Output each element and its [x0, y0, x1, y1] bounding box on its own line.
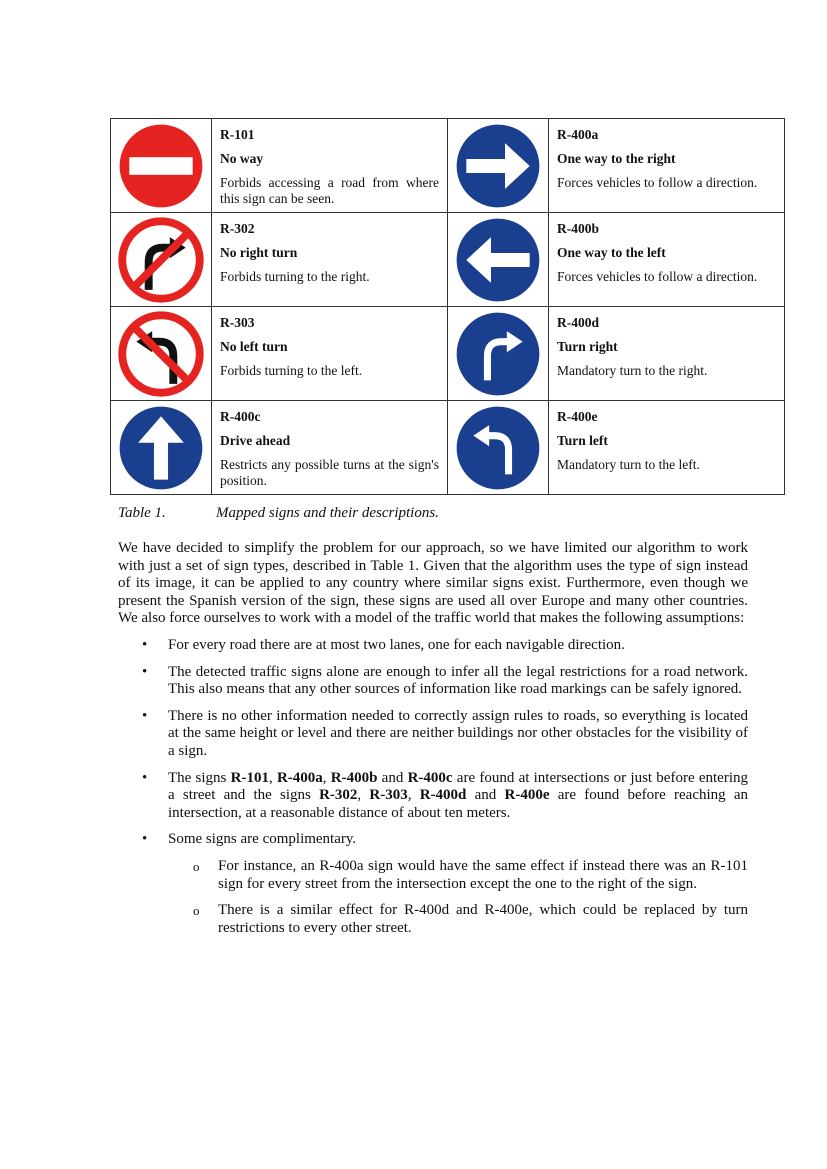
sign-image-cell: [111, 119, 212, 213]
sign-image-cell: [111, 401, 212, 495]
text-run: are found at intersections or just before entering a street and the signs: [168, 769, 748, 804]
circle-bullet-icon: o: [193, 858, 200, 874]
sign-name: Drive ahead: [220, 433, 291, 448]
sign-image-cell: [448, 401, 549, 495]
sign-description: Forces vehicles to follow a direction.: [557, 175, 758, 190]
sign-code: R-400c: [220, 409, 261, 424]
sign-image-cell: [111, 213, 212, 307]
list-item: [118, 708, 748, 761]
sign-description: Mandatory turn to the right.: [557, 363, 708, 378]
sign-image-cell: [448, 119, 549, 213]
sign-name: No way: [220, 151, 264, 166]
sign-code-ref: R-101: [230, 769, 269, 786]
sign-code: R-303: [220, 315, 255, 330]
sign-code: R-400a: [557, 127, 599, 142]
straight-ahead-sign-icon: [117, 404, 205, 492]
sign-description: Forbids turning to the left.: [220, 363, 363, 378]
turn-left-sign-icon: [454, 404, 542, 492]
no-right-turn-sign-icon: [117, 216, 205, 304]
turn-right-sign-icon: [454, 310, 542, 398]
bullet-icon: •: [142, 769, 148, 786]
table-row: [111, 307, 785, 401]
caption-label: Table 1.: [118, 505, 166, 521]
sign-text-cell: [212, 307, 448, 401]
sign-image-cell: [448, 307, 549, 401]
text-run: The signs: [168, 769, 231, 786]
text-run: and: [377, 769, 408, 786]
bullet-icon: •: [142, 831, 148, 848]
sign-code-ref: R-400b: [330, 769, 378, 786]
list-item-text: The detected traffic signs alone are enough to infer all the legal restrictions for a road network. This also means that any other sources of information like road markings can be safely ignored.: [168, 663, 748, 698]
sign-description: Forbids turning to the right.: [220, 269, 370, 284]
sign-code-ref: R-400e: [504, 787, 550, 804]
sign-text-cell: [212, 401, 448, 495]
sub-list-item: [118, 902, 748, 937]
sign-code: R-400b: [557, 221, 600, 236]
list-item-text: There is no other information needed to correctly assign rules to roads, so everything is located at the same height or level and there are neither buildings nor other obstacles for the visibility of a sign.: [168, 707, 748, 759]
circle-bullet-icon: o: [193, 903, 200, 919]
sign-code: R-400e: [557, 409, 598, 424]
sign-text-cell: [549, 119, 785, 213]
sign-image-cell: [448, 213, 549, 307]
text-run: ,: [268, 769, 277, 786]
intro-paragraph: We have decided to simplify the problem for our approach, so we have limited our algorithm to work with just a set of sign types, described in Table 1. Given that the algorithm uses the type of sign instead of its image, it can be applied to any country where similar signs exist. Furthermore, even though we present the Spanish version of the sign, these signs are used all over Europe and many other countries. We also force ourselves to work with a model of the traffic world that makes the following assumptions:: [118, 540, 748, 627]
sign-code: R-302: [220, 221, 255, 236]
no-entry-sign-icon: [117, 122, 205, 210]
sub-list-item-text: There is a similar effect for R-400d and R-400e, which could be replaced by turn restrictions to every other street.: [218, 902, 748, 936]
sign-name: No right turn: [220, 245, 298, 260]
no-left-turn-sign-icon: [117, 310, 205, 398]
list-item-text: For every road there are at most two lanes, one for each navigable direction.: [168, 636, 625, 653]
sign-code-ref: R-302: [319, 787, 358, 804]
sign-code: R-400d: [557, 315, 600, 330]
sub-list: [168, 858, 748, 937]
sign-code: R-101: [220, 127, 255, 142]
caption-text: Mapped signs and their descriptions.: [216, 505, 439, 521]
bullet-icon: •: [142, 707, 148, 724]
list-item: [118, 770, 748, 823]
text-run: ,: [357, 787, 370, 804]
sign-description: Restricts any possible turns at the sign's position.: [220, 457, 439, 488]
sign-name: Turn right: [557, 339, 618, 354]
text-run: and: [466, 787, 505, 804]
sign-description: Forbids accessing a road from where this sign can be seen.: [220, 175, 439, 206]
list-item-text: Some signs are complimentary.: [168, 831, 357, 848]
bullet-icon: •: [142, 663, 148, 680]
sign-name: No left turn: [220, 339, 288, 354]
sign-code-ref: R-400d: [419, 787, 467, 804]
body-text: [118, 540, 748, 937]
sign-text-cell: [549, 401, 785, 495]
sign-text-cell: [212, 213, 448, 307]
table-caption: [118, 505, 439, 522]
sign-name: Turn left: [557, 433, 608, 448]
text-run: are found before reaching an intersection, at a reasonable distance of about ten meters.: [168, 787, 749, 821]
bullet-icon: •: [142, 636, 148, 653]
signs-table: [110, 118, 785, 495]
table-row: [111, 213, 785, 307]
sign-description: Mandatory turn to the left.: [557, 457, 700, 472]
sub-list-item: [118, 858, 748, 893]
list-item: [118, 637, 748, 655]
sign-text-cell: [549, 213, 785, 307]
table-row: [111, 119, 785, 213]
sub-list-item-text: For instance, an R-400a sign would have the same effect if instead there was an R-101 sign for every street from the intersection except the one to the right of the sign.: [218, 857, 748, 892]
table-row: [111, 401, 785, 495]
list-item-text: [168, 770, 748, 821]
sign-code-ref: R-303: [369, 787, 408, 804]
sign-description: Forces vehicles to follow a direction.: [557, 269, 758, 284]
sign-name: One way to the right: [557, 151, 676, 166]
assumptions-list: [118, 637, 748, 937]
list-item: [118, 831, 748, 937]
sign-name: One way to the left: [557, 245, 666, 260]
sign-image-cell: [111, 307, 212, 401]
sign-code-ref: R-400c: [407, 769, 453, 786]
arrow-left-sign-icon: [454, 216, 542, 304]
text-run: ,: [407, 787, 420, 804]
sign-code-ref: R-400a: [276, 769, 323, 786]
sign-text-cell: [212, 119, 448, 213]
list-item: [118, 664, 748, 699]
sign-text-cell: [549, 307, 785, 401]
text-run: ,: [322, 769, 331, 786]
arrow-right-sign-icon: [454, 122, 542, 210]
